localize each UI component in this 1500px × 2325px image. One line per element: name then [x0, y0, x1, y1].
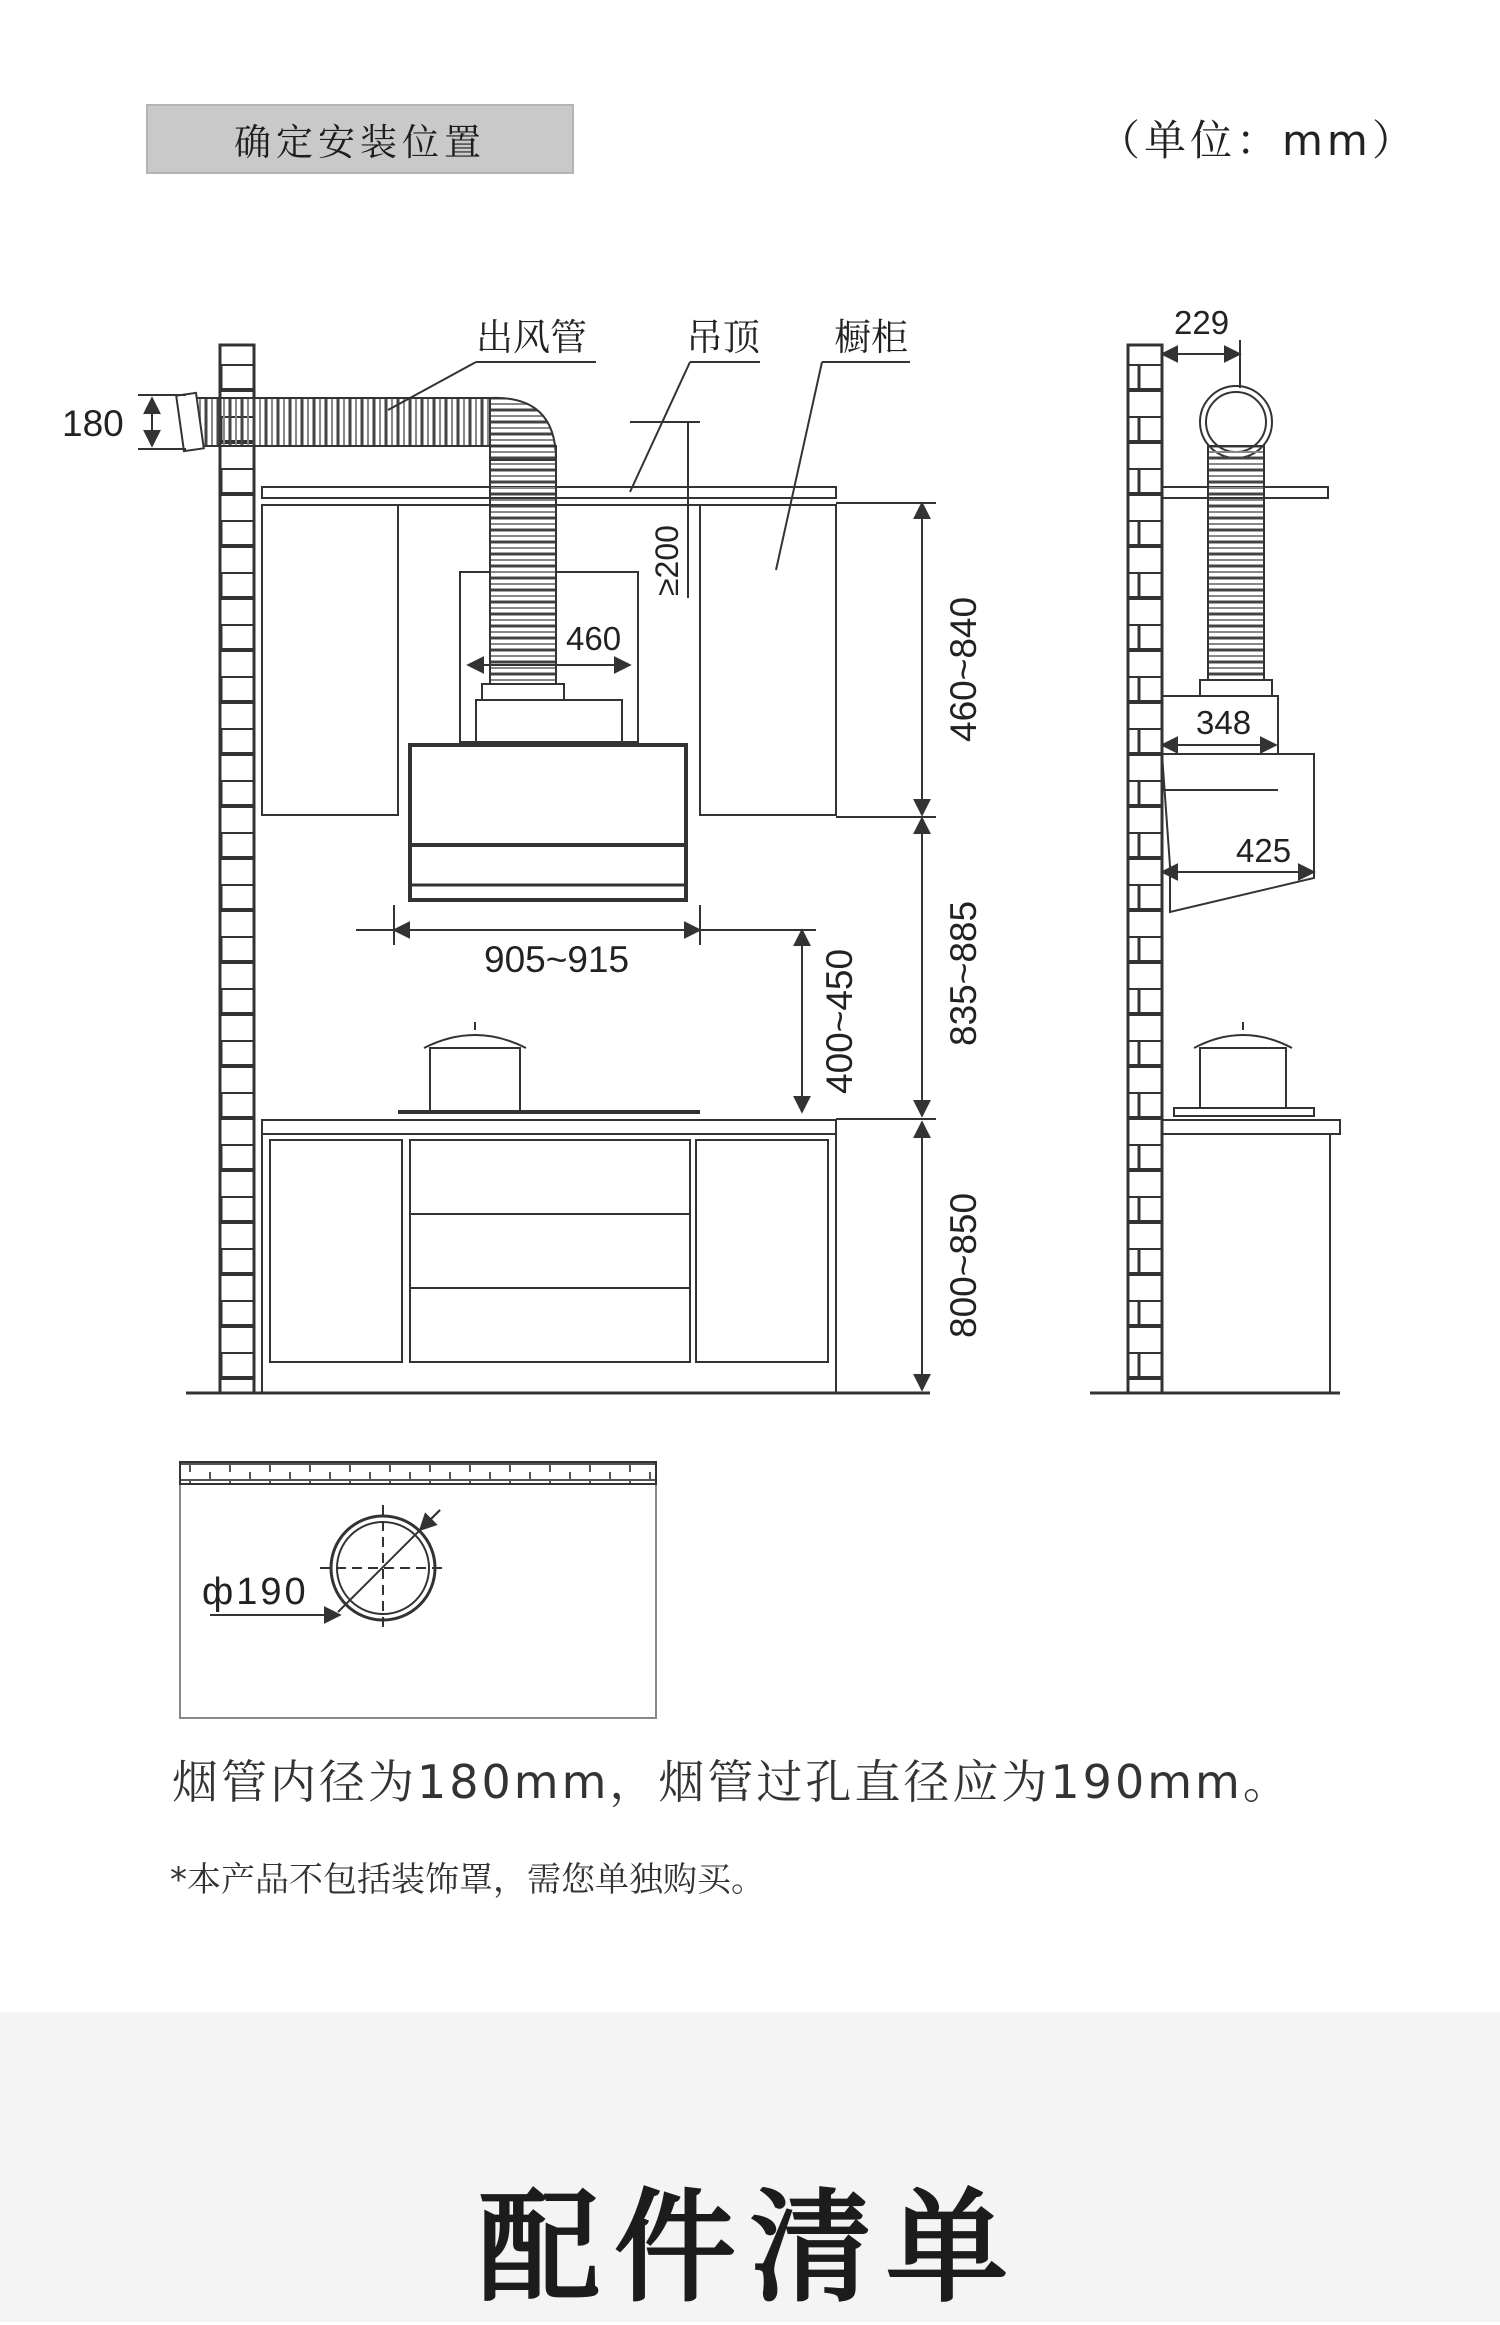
duct-vertical: [490, 446, 556, 686]
hole-diameter-label: ф190: [202, 1571, 309, 1613]
hole-detail-ceiling: [180, 1462, 656, 1484]
dim-outlet-width: 460: [566, 620, 622, 657]
ceiling-label: 吊顶: [686, 317, 760, 358]
ceiling-leader: [630, 362, 690, 492]
side-duct-vertical: [1208, 446, 1264, 680]
dim-hood-width: 905~915: [484, 939, 630, 980]
dim-cabinet-to-hood: 460~840: [943, 596, 984, 742]
front-view: [138, 345, 936, 1393]
cabinet-leader: [776, 362, 822, 570]
countertop: [262, 1120, 836, 1134]
dim-counter-height: 800~850: [943, 1192, 984, 1338]
dim-duct-to-wall: 229: [1174, 304, 1230, 341]
duct-size-note: 烟管内径为180mm，烟管过孔直径应为190mm。: [172, 1755, 1292, 1809]
unit-label: （单位：mm）: [1098, 116, 1418, 165]
upper-cabinet-right: [700, 505, 836, 815]
dim-hood-to-counter: 835~885: [943, 900, 984, 1046]
accessories-title: 配件清单: [478, 2177, 1022, 2319]
dim-body-depth: 348: [1196, 704, 1252, 741]
side-brick-wall: [1128, 345, 1162, 1393]
duct-label: 出风管: [476, 317, 587, 358]
hood-body: [410, 745, 686, 900]
disclaimer-note: *本产品不包括装饰罩，需您单独购买。: [170, 1860, 765, 1900]
front-brick-wall: [220, 345, 254, 1393]
upper-cabinet-left: [262, 505, 398, 815]
dim-stove-to-hood: 400~450: [819, 948, 860, 1094]
lower-cabinet: [262, 1134, 836, 1393]
duct-horizontal: [190, 398, 490, 446]
cabinet-label: 橱柜: [834, 317, 908, 358]
dim-ceiling-clearance: ≥200: [649, 525, 685, 596]
dim-duct-offset: 180: [62, 403, 124, 444]
section-title: 确定安装位置: [234, 121, 486, 164]
pot: [430, 1048, 520, 1112]
side-view: [1090, 340, 1340, 1393]
dim-panel-depth: 425: [1236, 832, 1292, 869]
